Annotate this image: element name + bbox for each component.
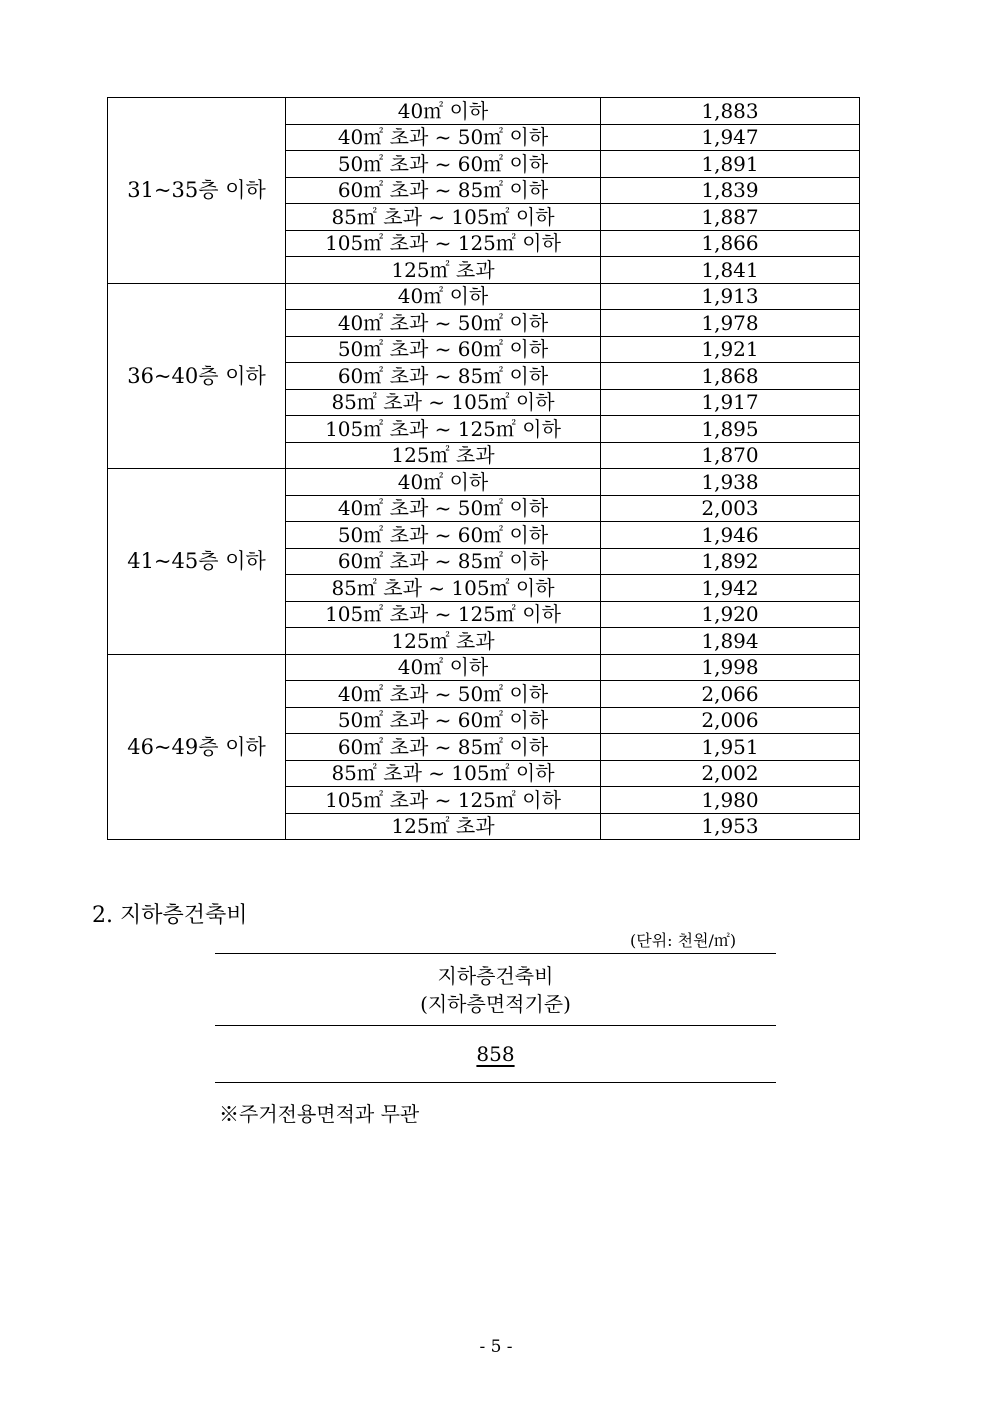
floor-range-cell: 31~35층 이하 <box>108 98 286 284</box>
section-title: 2. 지하층건축비 <box>92 903 248 928</box>
area-range-cell: 40㎡ 초과 ~ 50㎡ 이하 <box>286 681 601 708</box>
cost-value-cell: 2,006 <box>601 707 860 734</box>
cost-value-cell: 2,002 <box>601 760 860 787</box>
area-range-cell: 105㎡ 초과 ~ 125㎡ 이하 <box>286 787 601 814</box>
area-range-cell: 60㎡ 초과 ~ 85㎡ 이하 <box>286 363 601 390</box>
table-row <box>108 654 860 681</box>
cost-value-cell: 1,883 <box>601 98 860 125</box>
area-range-cell: 125㎡ 초과 <box>286 442 601 469</box>
floor-range-cell: 46~49층 이하 <box>108 654 286 840</box>
area-range-cell: 40㎡ 이하 <box>286 283 601 310</box>
cost-value-cell: 1,866 <box>601 230 860 257</box>
header-line-2: (지하층면적기준) <box>420 991 571 1016</box>
area-range-cell: 40㎡ 초과 ~ 50㎡ 이하 <box>286 124 601 151</box>
area-range-cell: 40㎡ 초과 ~ 50㎡ 이하 <box>286 495 601 522</box>
construction-cost-table-body <box>108 98 860 840</box>
floor-range-cell: 41~45층 이하 <box>108 469 286 655</box>
table-row <box>108 98 860 125</box>
area-range-cell: 85㎡ 초과 ~ 105㎡ 이하 <box>286 575 601 602</box>
area-range-cell: 40㎡ 초과 ~ 50㎡ 이하 <box>286 310 601 337</box>
area-range-cell: 125㎡ 초과 <box>286 813 601 840</box>
header-line-1: 지하층건축비 <box>437 963 554 988</box>
footnote: ※주거전용면적과 무관 <box>219 1102 420 1126</box>
cost-value-cell: 1,980 <box>601 787 860 814</box>
cost-value-cell: 1,917 <box>601 389 860 416</box>
cost-value-cell: 1,951 <box>601 734 860 761</box>
table-row <box>108 283 860 310</box>
area-range-cell: 50㎡ 초과 ~ 60㎡ 이하 <box>286 151 601 178</box>
cost-value-cell: 1,942 <box>601 575 860 602</box>
cost-value-cell: 1,978 <box>601 310 860 337</box>
basement-cost-header <box>215 954 776 1025</box>
area-range-cell: 125㎡ 초과 <box>286 257 601 284</box>
area-range-cell: 40㎡ 이하 <box>286 98 601 125</box>
cost-value-cell: 1,870 <box>601 442 860 469</box>
area-range-cell: 105㎡ 초과 ~ 125㎡ 이하 <box>286 601 601 628</box>
cost-value-cell: 1,895 <box>601 416 860 443</box>
area-range-cell: 40㎡ 이하 <box>286 469 601 496</box>
cost-value-cell: 2,003 <box>601 495 860 522</box>
area-range-cell: 105㎡ 초과 ~ 125㎡ 이하 <box>286 230 601 257</box>
basement-cost-value-row <box>215 1026 776 1082</box>
area-range-cell: 60㎡ 초과 ~ 85㎡ 이하 <box>286 734 601 761</box>
area-range-cell: 85㎡ 초과 ~ 105㎡ 이하 <box>286 204 601 231</box>
area-range-cell: 50㎡ 초과 ~ 60㎡ 이하 <box>286 522 601 549</box>
page-number: - 5 - <box>479 1337 513 1357</box>
cost-value-cell: 1,913 <box>601 283 860 310</box>
area-range-cell: 50㎡ 초과 ~ 60㎡ 이하 <box>286 707 601 734</box>
cost-value-cell: 1,887 <box>601 204 860 231</box>
table-bottom-rule <box>215 1082 776 1083</box>
basement-cost-table <box>215 953 776 1083</box>
cost-value-cell: 1,998 <box>601 654 860 681</box>
unit-label: (단위: 천원/㎡) <box>630 931 737 950</box>
cost-value-cell: 1,920 <box>601 601 860 628</box>
area-range-cell: 125㎡ 초과 <box>286 628 601 655</box>
cost-value-cell: 1,938 <box>601 469 860 496</box>
cost-value-cell: 1,947 <box>601 124 860 151</box>
cost-value-cell: 1,894 <box>601 628 860 655</box>
cost-value-cell: 1,868 <box>601 363 860 390</box>
cost-value-cell: 2,066 <box>601 681 860 708</box>
table-row <box>108 469 860 496</box>
cost-value-cell: 1,841 <box>601 257 860 284</box>
area-range-cell: 60㎡ 초과 ~ 85㎡ 이하 <box>286 177 601 204</box>
cost-value-cell: 1,921 <box>601 336 860 363</box>
area-range-cell: 40㎡ 이하 <box>286 654 601 681</box>
area-range-cell: 60㎡ 초과 ~ 85㎡ 이하 <box>286 548 601 575</box>
basement-cost-value: 858 <box>476 1042 515 1066</box>
floor-range-cell: 36~40층 이하 <box>108 283 286 469</box>
construction-cost-table <box>107 97 860 840</box>
cost-value-cell: 1,891 <box>601 151 860 178</box>
area-range-cell: 50㎡ 초과 ~ 60㎡ 이하 <box>286 336 601 363</box>
cost-value-cell: 1,953 <box>601 813 860 840</box>
cost-value-cell: 1,892 <box>601 548 860 575</box>
area-range-cell: 85㎡ 초과 ~ 105㎡ 이하 <box>286 389 601 416</box>
cost-value-cell: 1,946 <box>601 522 860 549</box>
cost-value-cell: 1,839 <box>601 177 860 204</box>
area-range-cell: 85㎡ 초과 ~ 105㎡ 이하 <box>286 760 601 787</box>
area-range-cell: 105㎡ 초과 ~ 125㎡ 이하 <box>286 416 601 443</box>
